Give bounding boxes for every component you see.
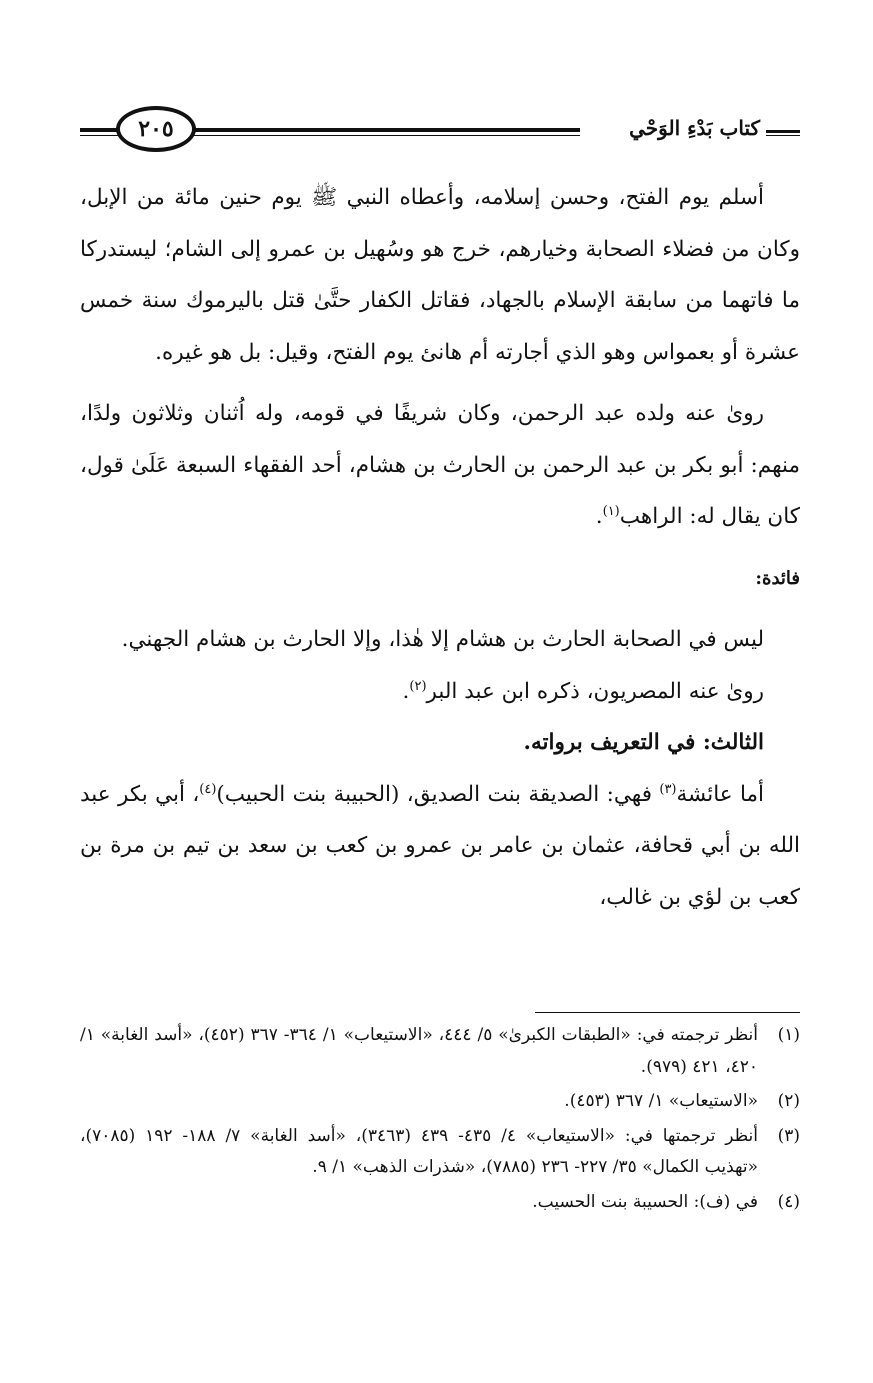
paragraph: رویٰ عنه المصريون، ذكره ابن عبد البر$^{(٢)}$. [402,678,764,704]
paragraph: ليس في الصحابة الحارث بن هشام إلا هٰذا، وإلا الحارث بن هشام الجهني. [121,627,764,652]
footnote-number: (١) [777,1025,800,1045]
paragraph-text: رویٰ عنه ولده عبد الرحمن، وكان شريفًا في قومه، وله اُثنان وثلاثون ولدًا، منهم: أبو بكر بن عبد الرحمن بن الحارث بن هشام، أحد الفقهاء السبعة عَلَىٰ قول، كان يقال له: الراهب [80,401,800,529]
header-rule-left [80,128,120,136]
paragraph: رویٰ عنه ولده عبد الرحمن، وكان شريفًا في قومه، وله اُثنان وثلاثون ولدًا، منهم: أبو بكر بن عبد الرحمن بن الحارث بن هشام، أحد الفقهاء السبعة عَلَىٰ قول، كان يقال له: الراهب$^{(١)}$. [80,401,800,529]
footnote-separator [535,1012,800,1013]
page-header [80,100,800,162]
footnote-number: (٣) [777,1125,800,1146]
footnote-text: في (ف): الحسيبة بنت الحسيب. [532,1191,758,1212]
footnote [80,1187,800,1219]
running-title: كتاب بَدْءِ الوَحْي [629,116,760,140]
footnote-number: (٢) [777,1091,800,1111]
paragraph: أسلم يوم الفتح، وحسن إسلامه، وأعطاه النبي ﷺ يوم حنين مائة من الإبل، وكان من فضلاء الصحابة وخيارهم، خرج هو وسُهيل بن عمرو إلى الشام؛ ليستدركا ما فاتهما من سابقة الإسلام بالجهاد، فقاتل الكفار حتَّىٰ قتل باليرموك سنة خمس عشرة أو بعمواس وهو الذي أجارته أم هانئ يوم الفتح، وقيل: بل هو غيره. [80,185,800,365]
section-heading: الثالث: في التعريف برواته. [523,730,764,755]
footnote-ref[interactable]: (١) [602,503,620,519]
footnote-ref[interactable]: (٣) [659,781,677,797]
footnote-text: أنظر ترجمتها في: «الاستيعاب» ٤/ ٤٣٥- ٤٣٩ (٣٤٦٣)، «أسد الغابة» ٧/ ١٨٨- ١٩٢ (٧٠٨٥)، «تهذيب الكمال» ٣٥/ ٢٢٧- ٢٣٦ (٧٨٨٥)، «شذرات الذهب» ١/ ٩. [80,1125,758,1177]
footnote [80,1020,800,1083]
footnote-ref[interactable]: (٤) [199,781,217,797]
header-rule-right [766,130,800,136]
footnotes [80,1020,800,1221]
footnote-number: (٤) [777,1191,800,1212]
paragraph: أما عائشة$^{(٣)}$ فهي: الصديقة بنت الصديق، (الحبيبة بنت الحبيب)$^{(٤)}$، أبي بكر عبد الله بن أبي قحافة، عثمان بن عامر بن عمرو بن كعب بن سعد بن تيم بن مرة بن كعب بن لؤي بن غالب، [80,781,800,910]
page-number-badge [116,106,196,152]
footnote-ref[interactable]: (٢) [409,678,427,694]
footnote [80,1086,800,1118]
header-rule [190,128,580,136]
footnote-text: «الاستيعاب» ١/ ٣٦٧ (٤٥٣). [564,1091,758,1111]
footnote-text: أنظر ترجمته في: «الطبقات الكبرىٰ» ٥/ ٤٤٤، «الاستيعاب» ١/ ٣٦٤- ٣٦٧ (٤٥٢)، «أسد الغابة» ١/ ٤٢٠، ٤٢١ (٩٧٩). [80,1025,759,1077]
footnote [80,1121,800,1184]
page-number: ٢٠٥ [138,116,174,142]
main-text [80,172,800,923]
section-label: فائدة: [755,567,800,589]
paragraph-text: رویٰ عنه المصريون، ذكره ابن عبد البر [426,678,764,704]
